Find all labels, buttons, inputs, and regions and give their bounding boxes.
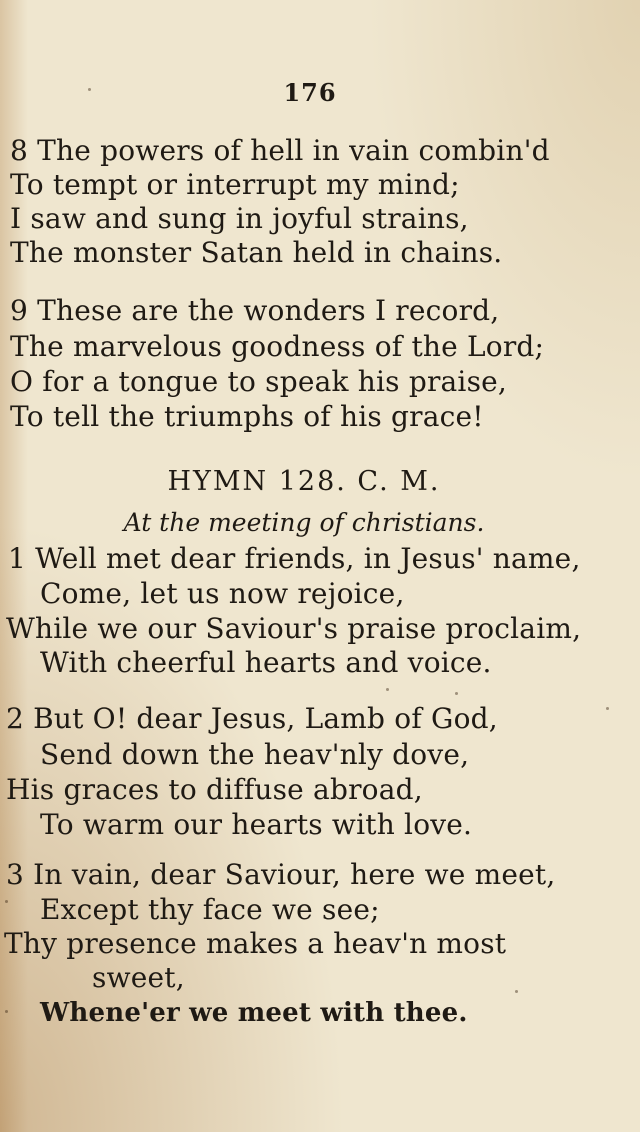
paper-speck [5, 1010, 8, 1013]
verse-line: O for a tongue to speak his praise, [10, 365, 508, 398]
verse-line: 3 In vain, dear Saviour, here we meet, [6, 858, 556, 891]
verse-line: The marvelous goodness of the Lord; [10, 330, 545, 363]
verse-line: Come, let us now rejoice, [40, 577, 405, 610]
verse-line: Whene'er we meet with thee. [40, 998, 468, 1028]
paper-speck [515, 990, 518, 993]
paper-speck [455, 692, 458, 695]
verse-line: While we our Saviour's praise proclaim, [6, 612, 582, 645]
verse-line: I saw and sung in joyful strains, [10, 202, 469, 235]
verse-line: 9 These are the wonders I record, [10, 294, 500, 327]
verse-line: Thy presence makes a heav'n most [4, 927, 507, 960]
hymn-title: HYMN 128. C. M. [167, 466, 441, 497]
page-number: 176 [283, 78, 337, 107]
paper-speck [88, 88, 91, 91]
verse-line: To warm our hearts with love. [40, 808, 473, 841]
verse-line: 8 The powers of hell in vain combin'd [10, 134, 550, 167]
verse-line: His graces to diffuse abroad, [6, 773, 423, 806]
paper-speck [386, 688, 389, 691]
hymn-subtitle: At the meeting of christians. [123, 508, 485, 537]
verse-line: To tempt or interrupt my mind; [10, 168, 460, 201]
verse-line: Send down the heav'nly dove, [40, 738, 470, 771]
verse-line: To tell the triumphs of his grace! [10, 400, 484, 433]
verse-line: sweet, [92, 961, 185, 994]
verse-line: The monster Satan held in chains. [10, 236, 503, 269]
verse-line: 2 But O! dear Jesus, Lamb of God, [6, 702, 498, 735]
paper-speck [5, 900, 8, 903]
verse-line: 1 Well met dear friends, in Jesus' name, [8, 542, 581, 575]
paper-speck [606, 707, 609, 710]
verse-line: With cheerful hearts and voice. [40, 646, 492, 679]
verse-line: Except thy face we see; [40, 893, 380, 926]
